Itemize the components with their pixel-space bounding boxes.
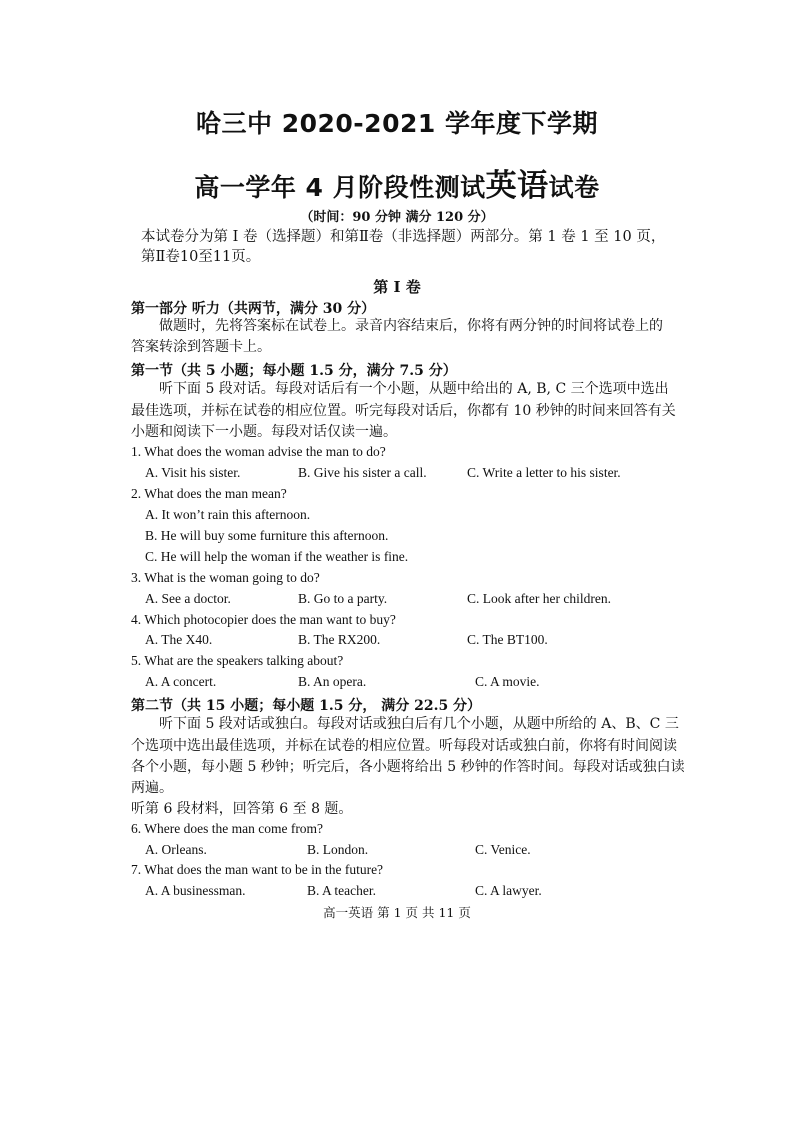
section2-instruction-line-2: 个选项中选出最佳选项，并标在试卷的相应位置。听每段对话或独白前，你将有时间阅读 [131,738,677,754]
question-1-option-c: C. Write a letter to his sister. [467,465,621,480]
exam-title: 哈三中 2020-2021 学年度下学期 [196,109,598,138]
question-5-option-b: B. An opera. [298,674,367,689]
question-3-option-b: B. Go to a party. [298,591,388,606]
section2-instruction-line-4: 两遍。 [131,780,173,796]
question-6-option-c: C. Venice. [475,842,531,857]
page-footer: 高一英语 第 1 页 共 11 页 [323,905,471,920]
question-2-stem: 2. What does the man mean? [131,486,287,501]
section1-instruction-line-2: 最佳选项，并标在试卷的相应位置。听完每段对话后，你都有 10 秒钟的时间来回答有关 [131,403,676,419]
exam-subtitle [0,160,794,205]
question-5-option-a: A. A concert. [145,674,217,689]
section1-heading: 第一节（共 5 小题；每小题 1.5 分，满分 7.5 分） [131,363,457,379]
intro-line-1: 本试卷分为第 I 卷（选择题）和第Ⅱ卷（非选择题）两部分。第 1 卷 1 至 10 页， [141,229,666,245]
subtitle-prefix: 高一学年 4 月阶段性测试 [194,173,486,202]
question-4-option-a: A. The X40. [145,632,213,647]
question-7-option-b: B. A teacher. [307,883,376,898]
question-2-option-b: B. He will buy some furniture this afternoon. [145,528,389,543]
question-5-stem: 5. What are the speakers talking about? [131,653,344,668]
intro-line-2: 第Ⅱ卷10至11页。 [141,249,261,265]
part1-instruction-line-2: 答案转涂到答题卡上。 [131,339,271,355]
question-2-option-a: A. It won’t rain this afternoon. [145,507,311,522]
part1-heading: 第一部分 听力（共两节，满分 30 分） [131,301,376,317]
question-1-option-a: A. Visit his sister. [145,465,241,480]
section2-instruction-line-3: 各个小题，每小题 5 秒钟；听完后，各小题将给出 5 秒钟的作答时间。每段对话或独白读 [131,759,685,775]
question-4-option-b: B. The RX200. [298,632,381,647]
time-info: （时间：90 分钟 满分 120 分） [300,210,494,225]
section2-instruction-line-1: 听下面 5 段对话或独白。每段对话或独白后有几个小题，从题中所给的 A、B、C 三 [159,716,679,732]
question-5-option-c: C. A movie. [475,674,540,689]
subtitle-subject: 英语 [485,168,549,204]
question-7-stem: 7. What does the man want to be in the future? [131,862,384,877]
question-2-option-c: C. He will help the woman if the weather is fine. [145,549,409,564]
question-1-option-b: B. Give his sister a call. [298,465,427,480]
question-3-option-c: C. Look after her children. [467,591,611,606]
question-3-option-a: A. See a doctor. [145,591,231,606]
section1-instruction-line-3: 小题和阅读下一小题。每段对话仅读一遍。 [131,424,397,440]
material-note: 听第 6 段材料，回答第 6 至 8 题。 [131,801,353,817]
part1-instruction-line-1: 做题时，先将答案标在试卷上。录音内容结束后，你将有两分钟的时间将试卷上的 [159,318,663,334]
section1-instruction-line-1: 听下面 5 段对话。每段对话后有一个小题，从题中给出的 A, B, C 三个选项中选出 [159,381,669,397]
subtitle-suffix: 试卷 [548,173,600,202]
question-1-stem: 1. What does the woman advise the man to do? [131,444,386,459]
question-6-stem: 6. Where does the man come from? [131,821,324,836]
question-4-stem: 4. Which photocopier does the man want to buy? [131,612,396,627]
section2-heading: 第二节（共 15 小题；每小题 1.5 分， 满分 22.5 分） [131,698,482,714]
question-7-option-c: C. A lawyer. [475,883,542,898]
question-7-option-a: A. A businessman. [145,883,246,898]
question-6-option-a: A. Orleans. [145,842,207,857]
question-6-option-b: B. London. [307,842,369,857]
question-3-stem: 3. What is the woman going to do? [131,570,320,585]
question-4-option-c: C. The BT100. [467,632,548,647]
volume-heading: 第 I 卷 [373,278,421,296]
